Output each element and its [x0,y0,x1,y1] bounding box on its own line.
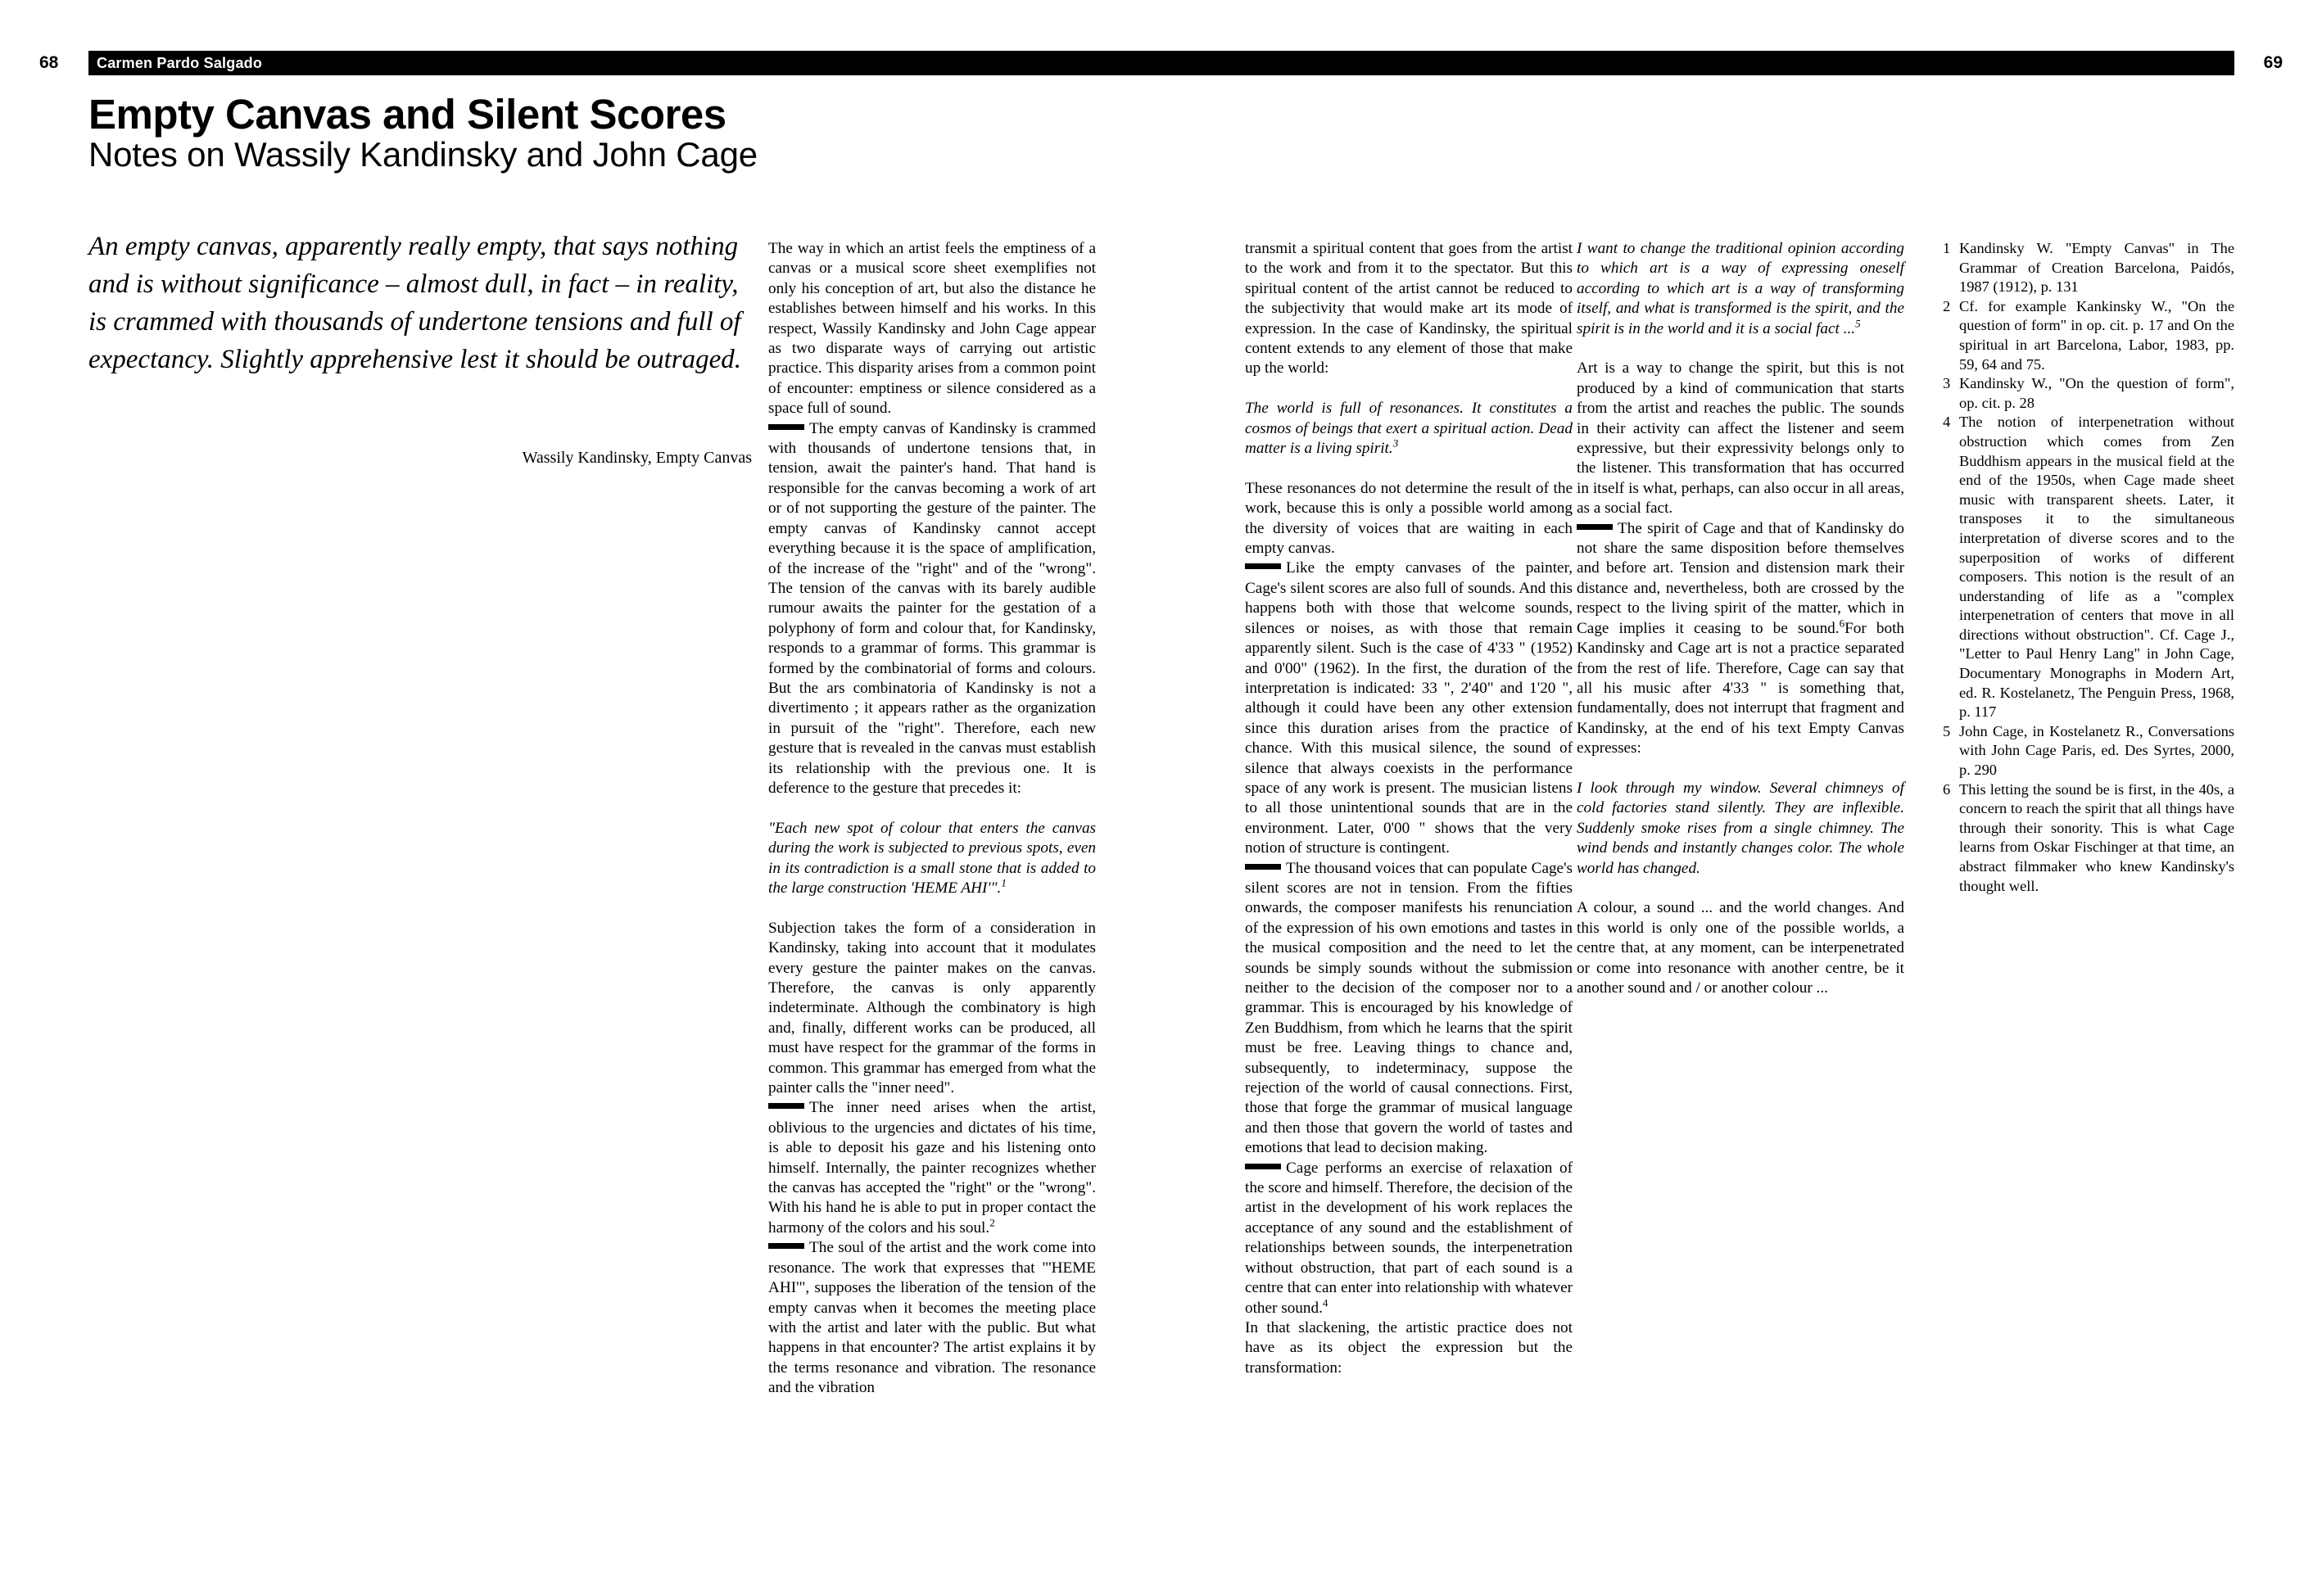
paragraph-text: The inner need arises when the artist, oblivious to the urgencies and dictates of his time, is able to deposit his gaze and his listening onto himself. Internally, the painter recognizes whether the canvas has accepted the "right" or the "wrong". With his hand he is able to put in proper contact the harmony of the colors and his soul. [768,1099,1096,1237]
paragraph: transmit a spiritual content that goes from the artist to the work and from it to the spectator. But this spiritual content of the artist cannot be reduced to the subjectivity that would make art its mode of expression. In the case of Kandinsky, the spiritual content extends to any element of those that make up the world: [1245,240,1573,378]
text-column-1 [768,239,1096,1399]
footnote-number: 4 [1943,414,1951,431]
spacer [1577,759,1904,779]
paragraph: A colour, a sound ... and the world changes. And this world is only one of the possible worlds, a centre that, at any moment, can be interpenetrated or come into resonance with another centre, be it another sound and / or another colour ... [1577,899,1904,997]
block-quote-text: I want to change the traditional opinion according to which art is a way of expressing oneself according to which art is a way of transforming itself, and what is transformed is the spirit, and the spirit is in the world and it is a social fact ... [1577,240,1904,337]
footnote-item [1943,374,2234,413]
footnote-ref: 4 [1322,1296,1328,1309]
pull-quote-attribution: Wassily Kandinsky, Empty Canvas [522,449,752,467]
footnote-item [1943,413,2234,722]
folio-left: 68 [39,53,59,72]
footnote-text: Cf. for example Kankinsky W., "On the question of form" in op. cit. p. 17 and On the spiritual in art Barcelona, Labor, 1983, pp. 59, 64 and 75. [1959,297,2234,373]
header-author: Carmen Pardo Salgado [97,55,263,71]
footnote-number: 6 [1943,780,1951,798]
footnote-ref: 6 [1839,617,1845,630]
text-column-2 [1245,239,1573,1378]
paragraph [768,1098,1096,1238]
footnote-text: The notion of interpenetration without obstruction which comes from Zen Buddhism appears in the musical field at the end of the 1950s, when Cage made sheet music with transparent sheets. Later, it transposes it to the simultaneous interpretation of diverse scores and to the superposition of works of different composers. This notion is the result of an understanding of life as a "complex interpenetration of centers that move in all directions without obstruction". Cf. Cage J., "Letter to Paul Henry Lang" in John Cage, Documentary Monographs in Modern Art, ed. R. Kostelanetz, The Penguin Press, 1968, p. 117 [1959,414,2234,721]
paragraph [1245,859,1573,1159]
paragraph-marker-icon [768,424,804,430]
paragraph-text: The soul of the artist and the work come into resonance. The work that expresses that "'HEME AHI'", supposes the liberation of the tension of the empty canvas when it becomes the meeting place with the artist and later with the public. But what happens in that encounter? The artist explains it by the terms resonance and vibration. The resonance and the vibration [768,1239,1096,1397]
paragraph [1245,1159,1573,1318]
footnote-item [1943,297,2234,374]
footnote-item [1943,239,2234,297]
block-quote [768,819,1096,899]
header-bar [88,51,2234,75]
paragraph-marker-icon [1245,1164,1281,1169]
footnote-number: 3 [1943,375,1951,392]
folio-right: 69 [2263,53,2283,72]
spacer [768,898,1096,918]
footnote-text: Kandinsky W., "On the question of form", op. cit. p. 28 [1959,375,2234,411]
footnote-number: 2 [1943,297,1951,314]
spacer [768,798,1096,818]
spacer [1245,459,1573,478]
spacer [1577,339,1904,359]
paragraph-text: The spirit of Cage and that of Kandinsky do not share the same disposition before themselves and before art. Tension and distension mark their distance and, nevertheless, both are crossed by the respect to the living spirit of the matter, which in Cage implies it ceasing to be sound. [1577,519,1904,637]
paragraph: Art is a way to change the spirit, but this is not produced by a kind of communication that starts from the artist and reaches the public. The sounds in their activity can affect the listener and seem expressive, but their expressivity belongs only to the listener. This transformation that has occurred in itself is what, perhaps, can also occur in all areas, as a social fact. [1577,359,1904,518]
page-title: Empty Canvas and Silent Scores [88,91,726,138]
paragraph-text: The empty canvas of Kandinsky is crammed with thousands of undertone tensions that, in tension, await the painter's hand. That hand is responsible for the canvas becoming a work of art or of not supporting the gesture of the painter. The empty canvas of Kandinsky cannot accept everything because it is the space of amplification, of the increase of the "right" and of the "wrong". The tension of the canvas with its barely audible rumour awaits the painter for the gestation of a polyphony of form and colour that, for Kandinsky, responds to a grammar of forms. This grammar is formed by the combinatorial of forms and colours. But the ars combinatoria of Kandinsky is not a divertimento ; it appears rather as the organization in pursuit of the "right". Therefore, each new gesture that is revealed in the canvas must establish its relationship with the previous one. It is deference to the gesture that precedes it: [768,419,1096,797]
paragraph-text: Like the empty canvases of the painter, Cage's silent scores are also full of sounds. And this happens both with those that welcome sounds, silences or noises, as with those that remain apparently silent. Such is the case of 4'33 " (1952) and 0'00" (1962). In the first, the duration of the interpretation is indicated: 33 ", 2'40" and 1'20 ", although it could have been any other extension since this duration arises from the practice of chance. With this musical silence, the sound of silence that always coexists in the performance space of any work is present. The musician listens to all those unintentional sounds that are in the environment. Later, 0'00 " shows that the very notion of structure is contingent. [1245,559,1573,857]
footnote-item [1943,780,2234,897]
paragraph-marker-icon [768,1103,804,1109]
spacer [1577,879,1904,898]
footnote-number: 5 [1943,722,1951,739]
pull-quote: An empty canvas, apparently really empty, that says nothing and is without significance – almost dull, in fact – in reality, is crammed with thousands of undertone tensions and full of expectancy. Slightly apprehensive lest it should be outraged. [88,232,741,374]
paragraph [768,1238,1096,1398]
footnote-text: Kandinsky W. "Empty Canvas" in The Grammar of Creation Barcelona, Paidós, 1987 (1912), p. 131 [1959,240,2234,296]
footnote-number: 1 [1943,240,1951,256]
paragraph: In that slackening, the artistic practice does not have as its object the expression but the transformation: [1245,1318,1573,1377]
block-quote: I look through my window. Several chimneys of cold factories stand silently. They are inflexible. Suddenly smoke rises from a single chimney. The wind bends and instantly changes color. The whole world has changed. [1577,779,1904,877]
paragraph: These resonances do not determine the result of the work, because this is only a possible world among the diversity of voices that are waiting in each empty canvas. [1245,479,1573,558]
footnote-ref: 2 [989,1216,995,1229]
footnote-ref: 5 [1855,317,1861,330]
paragraph-marker-icon [1577,524,1613,530]
block-quote-text: "Each new spot of colour that enters the canvas during the work is subjected to previous spots, even in its contradiction is a small stone that is added to the large construction 'HEME AHI'". [768,819,1096,897]
paragraph [1245,558,1573,858]
paragraph [1577,519,1904,759]
paragraph-marker-icon [1245,563,1281,569]
footnote-text: This letting the sound be is first, in the 40s, a concern to reach the spirit that all things have through their sonority. This is what Cage learns from Oskar Fischinger at that time, an abstract filmmaker who knew Kandinsky's thought well. [1959,780,2234,894]
paragraph: Subjection takes the form of a consideration in Kandinsky, taking into account that it modulates every gesture the painter makes on the canvas. Therefore, the canvas is only apparently indeterminate. Although the combinatory is high and, finally, different works can be produced, all must have respect for the grammar of the forms in common. This grammar has emerged from what the painter calls the "inner need". [768,919,1096,1097]
footnote-ref: 1 [1001,876,1007,889]
footnote-text: John Cage, in Kostelanetz R., Conversations with John Cage Paris, ed. Des Syrtes, 2000, p. 290 [1959,722,2234,779]
spacer [1245,379,1573,399]
paragraph-text: The thousand voices that can populate Cage's silent scores are not in tension. From the fifties onwards, the composer manifests his renunciation of the expression of his own emotions and tastes in the musical composition and the need to let the sounds be simply sounds without the submission neither to the decision of the composer nor to a grammar. This is encouraged by his knowledge of Zen Buddhism, from which he learns that the spirit must be free. Leaving things to chance and, subsequently, to indeterminacy, suppose the rejection of the world of causal connections. First, those that forge the grammar of musical language and then those that govern the world of tastes and emotions that lead to decision making. [1245,859,1573,1157]
footnotes-column [1943,239,2234,896]
block-quote [1577,239,1904,339]
page-subtitle: Notes on Wassily Kandinsky and John Cage [88,135,758,174]
paragraph: The way in which an artist feels the emptiness of a canvas or a musical score sheet exemplifies not only his conception of art, but also the distance he establishes between himself and his works. In this respect, Wassily Kandinsky and John Cage appear as two disparate ways of carrying out artistic practice. This disparity arises from a common point of encounter: emptiness or silence considered as a space full of sound. [768,240,1096,418]
footnote-item [1943,722,2234,780]
block-quote [1245,399,1573,459]
text-column-3 [1577,239,1904,998]
paragraph [768,419,1096,799]
block-quote-text: The world is full of resonances. It constitutes a cosmos of beings that exert a spiritual action. Dead matter is a living spirit. [1245,400,1573,458]
paragraph-marker-icon [768,1243,804,1249]
paragraph-marker-icon [1245,864,1281,870]
paragraph-text: Cage performs an exercise of relaxation of the score and himself. Therefore, the decision of the artist in the development of his work replaces the acceptance of any sound and the establishment of relationships between sounds, the interpenetration without obstruction, that part of each sound is a centre that can enter into relationship with whatever other sound. [1245,1159,1573,1317]
paragraph-text-cont: For both Kandinsky and Cage art is not a practice separated from the rest of life. Therefore, Cage can say that all his music after 4'33 " is something that, fundamentally, does not interrupt that fragment and Kandinsky, at the end of his text Empty Canvas expresses: [1577,619,1904,757]
footnote-ref: 3 [1392,436,1399,450]
